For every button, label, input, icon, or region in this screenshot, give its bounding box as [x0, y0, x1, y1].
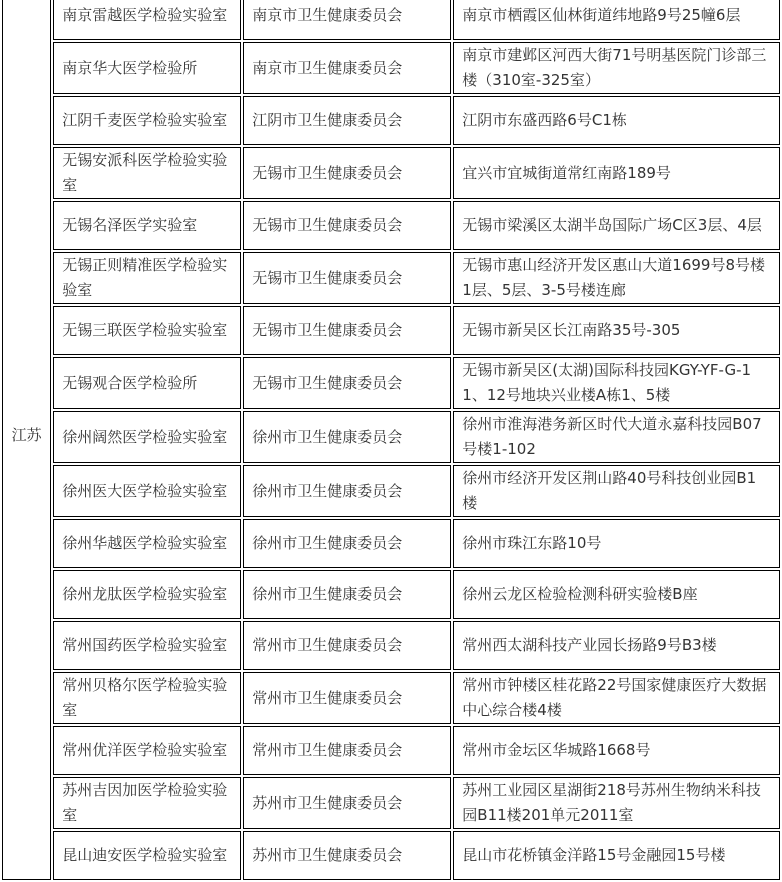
lab-name-cell: 徐州华越医学检验实验室 [53, 519, 241, 568]
authority-cell: 南京市卫生健康委员会 [243, 42, 451, 94]
lab-name-cell: 无锡名泽医学实验室 [53, 201, 241, 250]
authority-cell: 无锡市卫生健康委员会 [243, 201, 451, 250]
lab-name-cell: 苏州吉因加医学检验实验室 [53, 777, 241, 829]
table-row [2, 0, 780, 40]
address-cell: 南京市栖霞区仙林街道纬地路9号25幢6层 [453, 0, 780, 40]
lab-name-cell: 南京雷越医学检验实验室 [53, 0, 241, 40]
lab-name-cell: 常州优洋医学检验实验室 [53, 726, 241, 775]
table-row [2, 306, 780, 355]
table-row [2, 42, 780, 94]
table-row [2, 570, 780, 619]
lab-name-cell: 南京华大医学检验所 [53, 42, 241, 94]
authority-cell: 徐州市卫生健康委员会 [243, 465, 451, 517]
table-row [2, 519, 780, 568]
table-row [2, 201, 780, 250]
authority-cell: 无锡市卫生健康委员会 [243, 357, 451, 409]
lab-name-cell: 无锡安派科医学检验实验室 [53, 147, 241, 199]
address-cell: 常州西太湖科技产业园长扬路9号B3楼 [453, 621, 780, 670]
table-row [2, 672, 780, 724]
authority-cell: 无锡市卫生健康委员会 [243, 147, 451, 199]
address-cell: 常州市金坛区华城路1668号 [453, 726, 780, 775]
table-row [2, 726, 780, 775]
authority-cell: 无锡市卫生健康委员会 [243, 252, 451, 304]
table-row [2, 252, 780, 304]
table-row [2, 411, 780, 463]
address-cell: 常州市钟楼区桂花路22号国家健康医疗大数据中心综合楼4楼 [453, 672, 780, 724]
lab-name-cell: 常州国药医学检验实验室 [53, 621, 241, 670]
lab-name-cell: 无锡正则精准医学检验实验室 [53, 252, 241, 304]
lab-name-cell: 徐州阔然医学检验实验室 [53, 411, 241, 463]
lab-name-cell: 江阴千麦医学检验实验室 [53, 96, 241, 145]
table-row [2, 621, 780, 670]
authority-cell: 常州市卫生健康委员会 [243, 672, 451, 724]
lab-table-body [2, 0, 780, 880]
authority-cell: 徐州市卫生健康委员会 [243, 519, 451, 568]
address-cell: 宜兴市宜城街道常红南路189号 [453, 147, 780, 199]
authority-cell: 徐州市卫生健康委员会 [243, 411, 451, 463]
address-cell: 江阴市东盛西路6号C1栋 [453, 96, 780, 145]
address-cell: 昆山市花桥镇金洋路15号金融园15号楼 [453, 831, 780, 880]
authority-cell: 徐州市卫生健康委员会 [243, 570, 451, 619]
authority-cell: 常州市卫生健康委员会 [243, 726, 451, 775]
authority-cell: 南京市卫生健康委员会 [243, 0, 451, 40]
lab-name-cell: 徐州医大医学检验实验室 [53, 465, 241, 517]
address-cell: 苏州工业园区星湖街218号苏州生物纳米科技园B11楼201单元2011室 [453, 777, 780, 829]
table-row [2, 831, 780, 880]
table-row [2, 357, 780, 409]
lab-name-cell: 昆山迪安医学检验实验室 [53, 831, 241, 880]
table-row [2, 96, 780, 145]
address-cell: 徐州市经济开发区荆山路40号科技创业园B1楼 [453, 465, 780, 517]
table-row [2, 465, 780, 517]
authority-cell: 常州市卫生健康委员会 [243, 621, 451, 670]
table-row [2, 777, 780, 829]
authority-cell: 苏州市卫生健康委员会 [243, 831, 451, 880]
authority-cell: 无锡市卫生健康委员会 [243, 306, 451, 355]
lab-name-cell: 无锡观合医学检验所 [53, 357, 241, 409]
address-cell: 徐州市淮海港务新区时代大道永嘉科技园B07号楼1-102 [453, 411, 780, 463]
address-cell: 徐州云龙区检验检测科研实验楼B座 [453, 570, 780, 619]
address-cell: 无锡市新吴区(太湖)国际科技园KGY-YF-G-11、12号地块兴业楼A栋1、5楼 [453, 357, 780, 409]
address-cell: 无锡市梁溪区太湖半岛国际广场C区3层、4层 [453, 201, 780, 250]
province-cell: 江苏 [2, 0, 51, 880]
address-cell: 无锡市惠山经济开发区惠山大道1699号8号楼1层、5层、3-5号楼连廊 [453, 252, 780, 304]
authority-cell: 江阴市卫生健康委员会 [243, 96, 451, 145]
table-row [2, 147, 780, 199]
address-cell: 无锡市新吴区长江南路35号-305 [453, 306, 780, 355]
address-cell: 徐州市珠江东路10号 [453, 519, 780, 568]
authority-cell: 苏州市卫生健康委员会 [243, 777, 451, 829]
lab-name-cell: 常州贝格尔医学检验实验室 [53, 672, 241, 724]
address-cell: 南京市建邺区河西大街71号明基医院门诊部三楼（310室-325室） [453, 42, 780, 94]
lab-name-cell: 徐州龙肽医学检验实验室 [53, 570, 241, 619]
lab-name-cell: 无锡三联医学检验实验室 [53, 306, 241, 355]
